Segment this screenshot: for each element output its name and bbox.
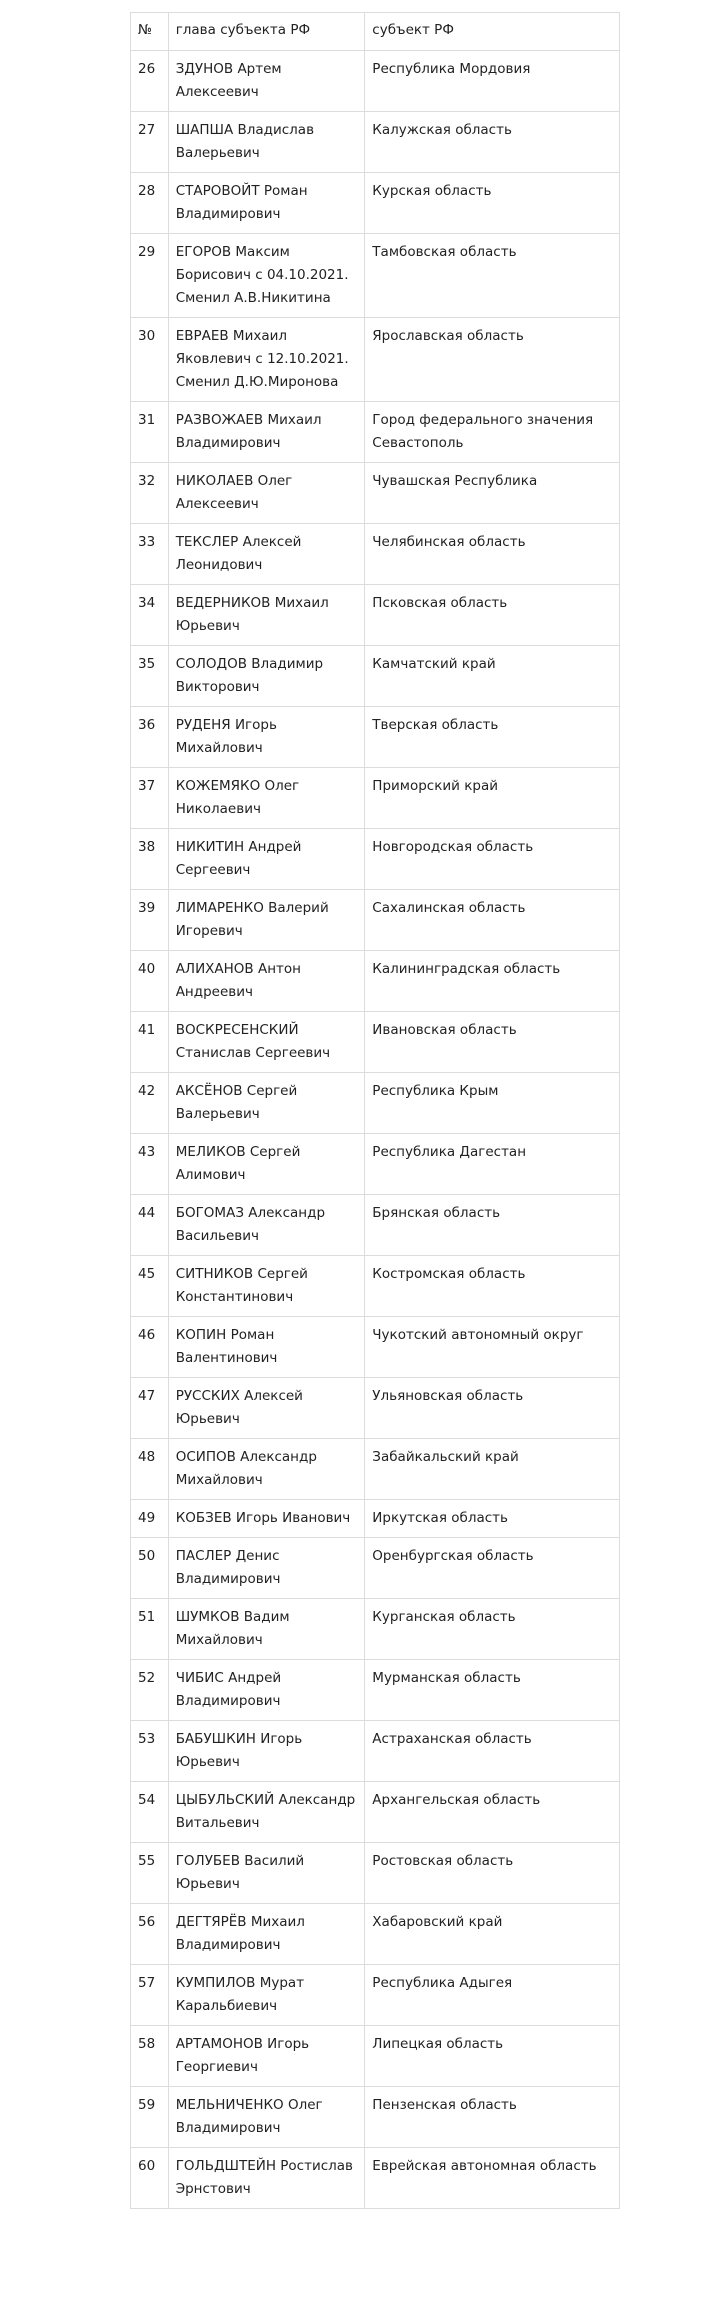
row-number: 38 [131, 829, 169, 890]
row-subject: Костромская область [365, 1256, 620, 1317]
table-row [131, 1782, 620, 1843]
row-head-name: СОЛОДОВ Владимир Викторович [168, 646, 365, 707]
row-number: 43 [131, 1134, 169, 1195]
row-head-name: АЛИХАНОВ Антон Андреевич [168, 951, 365, 1012]
table-row [131, 1965, 620, 2026]
row-subject: Чукотский автономный округ [365, 1317, 620, 1378]
row-head-name: ШАПША Владислав Валерьевич [168, 112, 365, 173]
table-row [131, 318, 620, 402]
table-row [131, 51, 620, 112]
row-head-name: ЛИМАРЕНКО Валерий Игоревич [168, 890, 365, 951]
table-row [131, 2087, 620, 2148]
row-number: 33 [131, 524, 169, 585]
row-number: 31 [131, 402, 169, 463]
row-number: 42 [131, 1073, 169, 1134]
row-head-name: ЕВРАЕВ Михаил Яковлевич с 12.10.2021. Сменил Д.Ю.Миронова [168, 318, 365, 402]
row-head-name: ЕГОРОВ Максим Борисович с 04.10.2021. Сменил А.В.Никитина [168, 234, 365, 318]
table-row [131, 1256, 620, 1317]
row-subject: Республика Адыгея [365, 1965, 620, 2026]
table-row [131, 890, 620, 951]
table-row [131, 1317, 620, 1378]
header-number: № [131, 13, 169, 51]
row-head-name: ЧИБИС Андрей Владимирович [168, 1660, 365, 1721]
row-head-name: КОБЗЕВ Игорь Иванович [168, 1500, 365, 1538]
row-subject: Курская область [365, 173, 620, 234]
row-number: 35 [131, 646, 169, 707]
row-subject: Липецкая область [365, 2026, 620, 2087]
row-number: 41 [131, 1012, 169, 1073]
row-subject: Забайкальский край [365, 1439, 620, 1500]
row-subject: Республика Мордовия [365, 51, 620, 112]
table-row [131, 1660, 620, 1721]
row-subject: Город федерального значения Севастополь [365, 402, 620, 463]
table-row [131, 768, 620, 829]
table-header-row [131, 13, 620, 51]
row-subject: Калининградская область [365, 951, 620, 1012]
row-subject: Ярославская область [365, 318, 620, 402]
row-subject: Пензенская область [365, 2087, 620, 2148]
row-number: 53 [131, 1721, 169, 1782]
row-subject: Псковская область [365, 585, 620, 646]
row-number: 44 [131, 1195, 169, 1256]
row-head-name: ЗДУНОВ Артем Алексеевич [168, 51, 365, 112]
row-head-name: АРТАМОНОВ Игорь Георгиевич [168, 2026, 365, 2087]
row-head-name: БАБУШКИН Игорь Юрьевич [168, 1721, 365, 1782]
row-number: 40 [131, 951, 169, 1012]
row-head-name: ВОСКРЕСЕНСКИЙ Станислав Сергеевич [168, 1012, 365, 1073]
table-row [131, 1439, 620, 1500]
table-row [131, 1500, 620, 1538]
row-number: 29 [131, 234, 169, 318]
row-head-name: ЦЫБУЛЬСКИЙ Александр Витальевич [168, 1782, 365, 1843]
row-subject: Приморский край [365, 768, 620, 829]
row-number: 28 [131, 173, 169, 234]
row-subject: Ивановская область [365, 1012, 620, 1073]
table-row [131, 112, 620, 173]
row-subject: Архангельская область [365, 1782, 620, 1843]
row-number: 49 [131, 1500, 169, 1538]
row-subject: Тверская область [365, 707, 620, 768]
row-subject: Хабаровский край [365, 1904, 620, 1965]
row-subject: Брянская область [365, 1195, 620, 1256]
row-head-name: НИКИТИН Андрей Сергеевич [168, 829, 365, 890]
row-number: 55 [131, 1843, 169, 1904]
header-head: глава субъекта РФ [168, 13, 365, 51]
row-number: 58 [131, 2026, 169, 2087]
row-head-name: НИКОЛАЕВ Олег Алексеевич [168, 463, 365, 524]
row-number: 45 [131, 1256, 169, 1317]
table-row [131, 1378, 620, 1439]
table-row [131, 2148, 620, 2209]
row-number: 51 [131, 1599, 169, 1660]
row-head-name: КОЖЕМЯКО Олег Николаевич [168, 768, 365, 829]
row-head-name: БОГОМАЗ Александр Васильевич [168, 1195, 365, 1256]
table-row [131, 1012, 620, 1073]
row-head-name: ШУМКОВ Вадим Михайлович [168, 1599, 365, 1660]
table-row [131, 1904, 620, 1965]
row-head-name: АКСЁНОВ Сергей Валерьевич [168, 1073, 365, 1134]
row-head-name: ОСИПОВ Александр Михайлович [168, 1439, 365, 1500]
table-row [131, 951, 620, 1012]
row-subject: Чувашская Республика [365, 463, 620, 524]
row-number: 59 [131, 2087, 169, 2148]
row-subject: Республика Крым [365, 1073, 620, 1134]
table-row [131, 1721, 620, 1782]
table-row [131, 1073, 620, 1134]
row-head-name: ГОЛУБЕВ Василий Юрьевич [168, 1843, 365, 1904]
table-body [131, 51, 620, 2209]
row-subject: Еврейская автономная область [365, 2148, 620, 2209]
row-subject: Тамбовская область [365, 234, 620, 318]
table-row [131, 585, 620, 646]
row-subject: Сахалинская область [365, 890, 620, 951]
header-subject: субъект РФ [365, 13, 620, 51]
row-head-name: СТАРОВОЙТ Роман Владимирович [168, 173, 365, 234]
table-row [131, 1195, 620, 1256]
governors-table-container [130, 12, 620, 2209]
row-head-name: ДЕГТЯРЁВ Михаил Владимирович [168, 1904, 365, 1965]
row-head-name: КУМПИЛОВ Мурат Каральбиевич [168, 1965, 365, 2026]
row-number: 52 [131, 1660, 169, 1721]
row-subject: Иркутская область [365, 1500, 620, 1538]
table-row [131, 524, 620, 585]
row-number: 46 [131, 1317, 169, 1378]
row-head-name: ТЕКСЛЕР Алексей Леонидович [168, 524, 365, 585]
row-number: 47 [131, 1378, 169, 1439]
table-row [131, 1599, 620, 1660]
row-number: 30 [131, 318, 169, 402]
table-row [131, 1538, 620, 1599]
row-head-name: ПАСЛЕР Денис Владимирович [168, 1538, 365, 1599]
row-head-name: РУССКИХ Алексей Юрьевич [168, 1378, 365, 1439]
row-head-name: СИТНИКОВ Сергей Константинович [168, 1256, 365, 1317]
row-number: 26 [131, 51, 169, 112]
table-row [131, 463, 620, 524]
governors-table [130, 12, 620, 2209]
row-subject: Калужская область [365, 112, 620, 173]
row-subject: Челябинская область [365, 524, 620, 585]
row-number: 56 [131, 1904, 169, 1965]
table-row [131, 2026, 620, 2087]
row-head-name: ВЕДЕРНИКОВ Михаил Юрьевич [168, 585, 365, 646]
row-number: 39 [131, 890, 169, 951]
row-number: 60 [131, 2148, 169, 2209]
row-subject: Камчатский край [365, 646, 620, 707]
row-number: 50 [131, 1538, 169, 1599]
table-row [131, 1134, 620, 1195]
row-number: 32 [131, 463, 169, 524]
row-head-name: КОПИН Роман Валентинович [168, 1317, 365, 1378]
row-subject: Республика Дагестан [365, 1134, 620, 1195]
row-head-name: МЕЛИКОВ Сергей Алимович [168, 1134, 365, 1195]
row-subject: Астраханская область [365, 1721, 620, 1782]
row-number: 36 [131, 707, 169, 768]
row-head-name: ГОЛЬДШТЕЙН Ростислав Эрнстович [168, 2148, 365, 2209]
table-row [131, 829, 620, 890]
row-number: 27 [131, 112, 169, 173]
row-subject: Новгородская область [365, 829, 620, 890]
row-subject: Оренбургская область [365, 1538, 620, 1599]
table-row [131, 707, 620, 768]
table-row [131, 646, 620, 707]
table-row [131, 234, 620, 318]
table-row [131, 1843, 620, 1904]
row-subject: Ульяновская область [365, 1378, 620, 1439]
row-head-name: МЕЛЬНИЧЕНКО Олег Владимирович [168, 2087, 365, 2148]
row-number: 37 [131, 768, 169, 829]
row-head-name: РАЗВОЖАЕВ Михаил Владимирович [168, 402, 365, 463]
table-row [131, 173, 620, 234]
row-subject: Курганская область [365, 1599, 620, 1660]
row-number: 48 [131, 1439, 169, 1500]
row-number: 57 [131, 1965, 169, 2026]
row-number: 34 [131, 585, 169, 646]
row-head-name: РУДЕНЯ Игорь Михайлович [168, 707, 365, 768]
table-row [131, 402, 620, 463]
row-subject: Мурманская область [365, 1660, 620, 1721]
row-number: 54 [131, 1782, 169, 1843]
row-subject: Ростовская область [365, 1843, 620, 1904]
